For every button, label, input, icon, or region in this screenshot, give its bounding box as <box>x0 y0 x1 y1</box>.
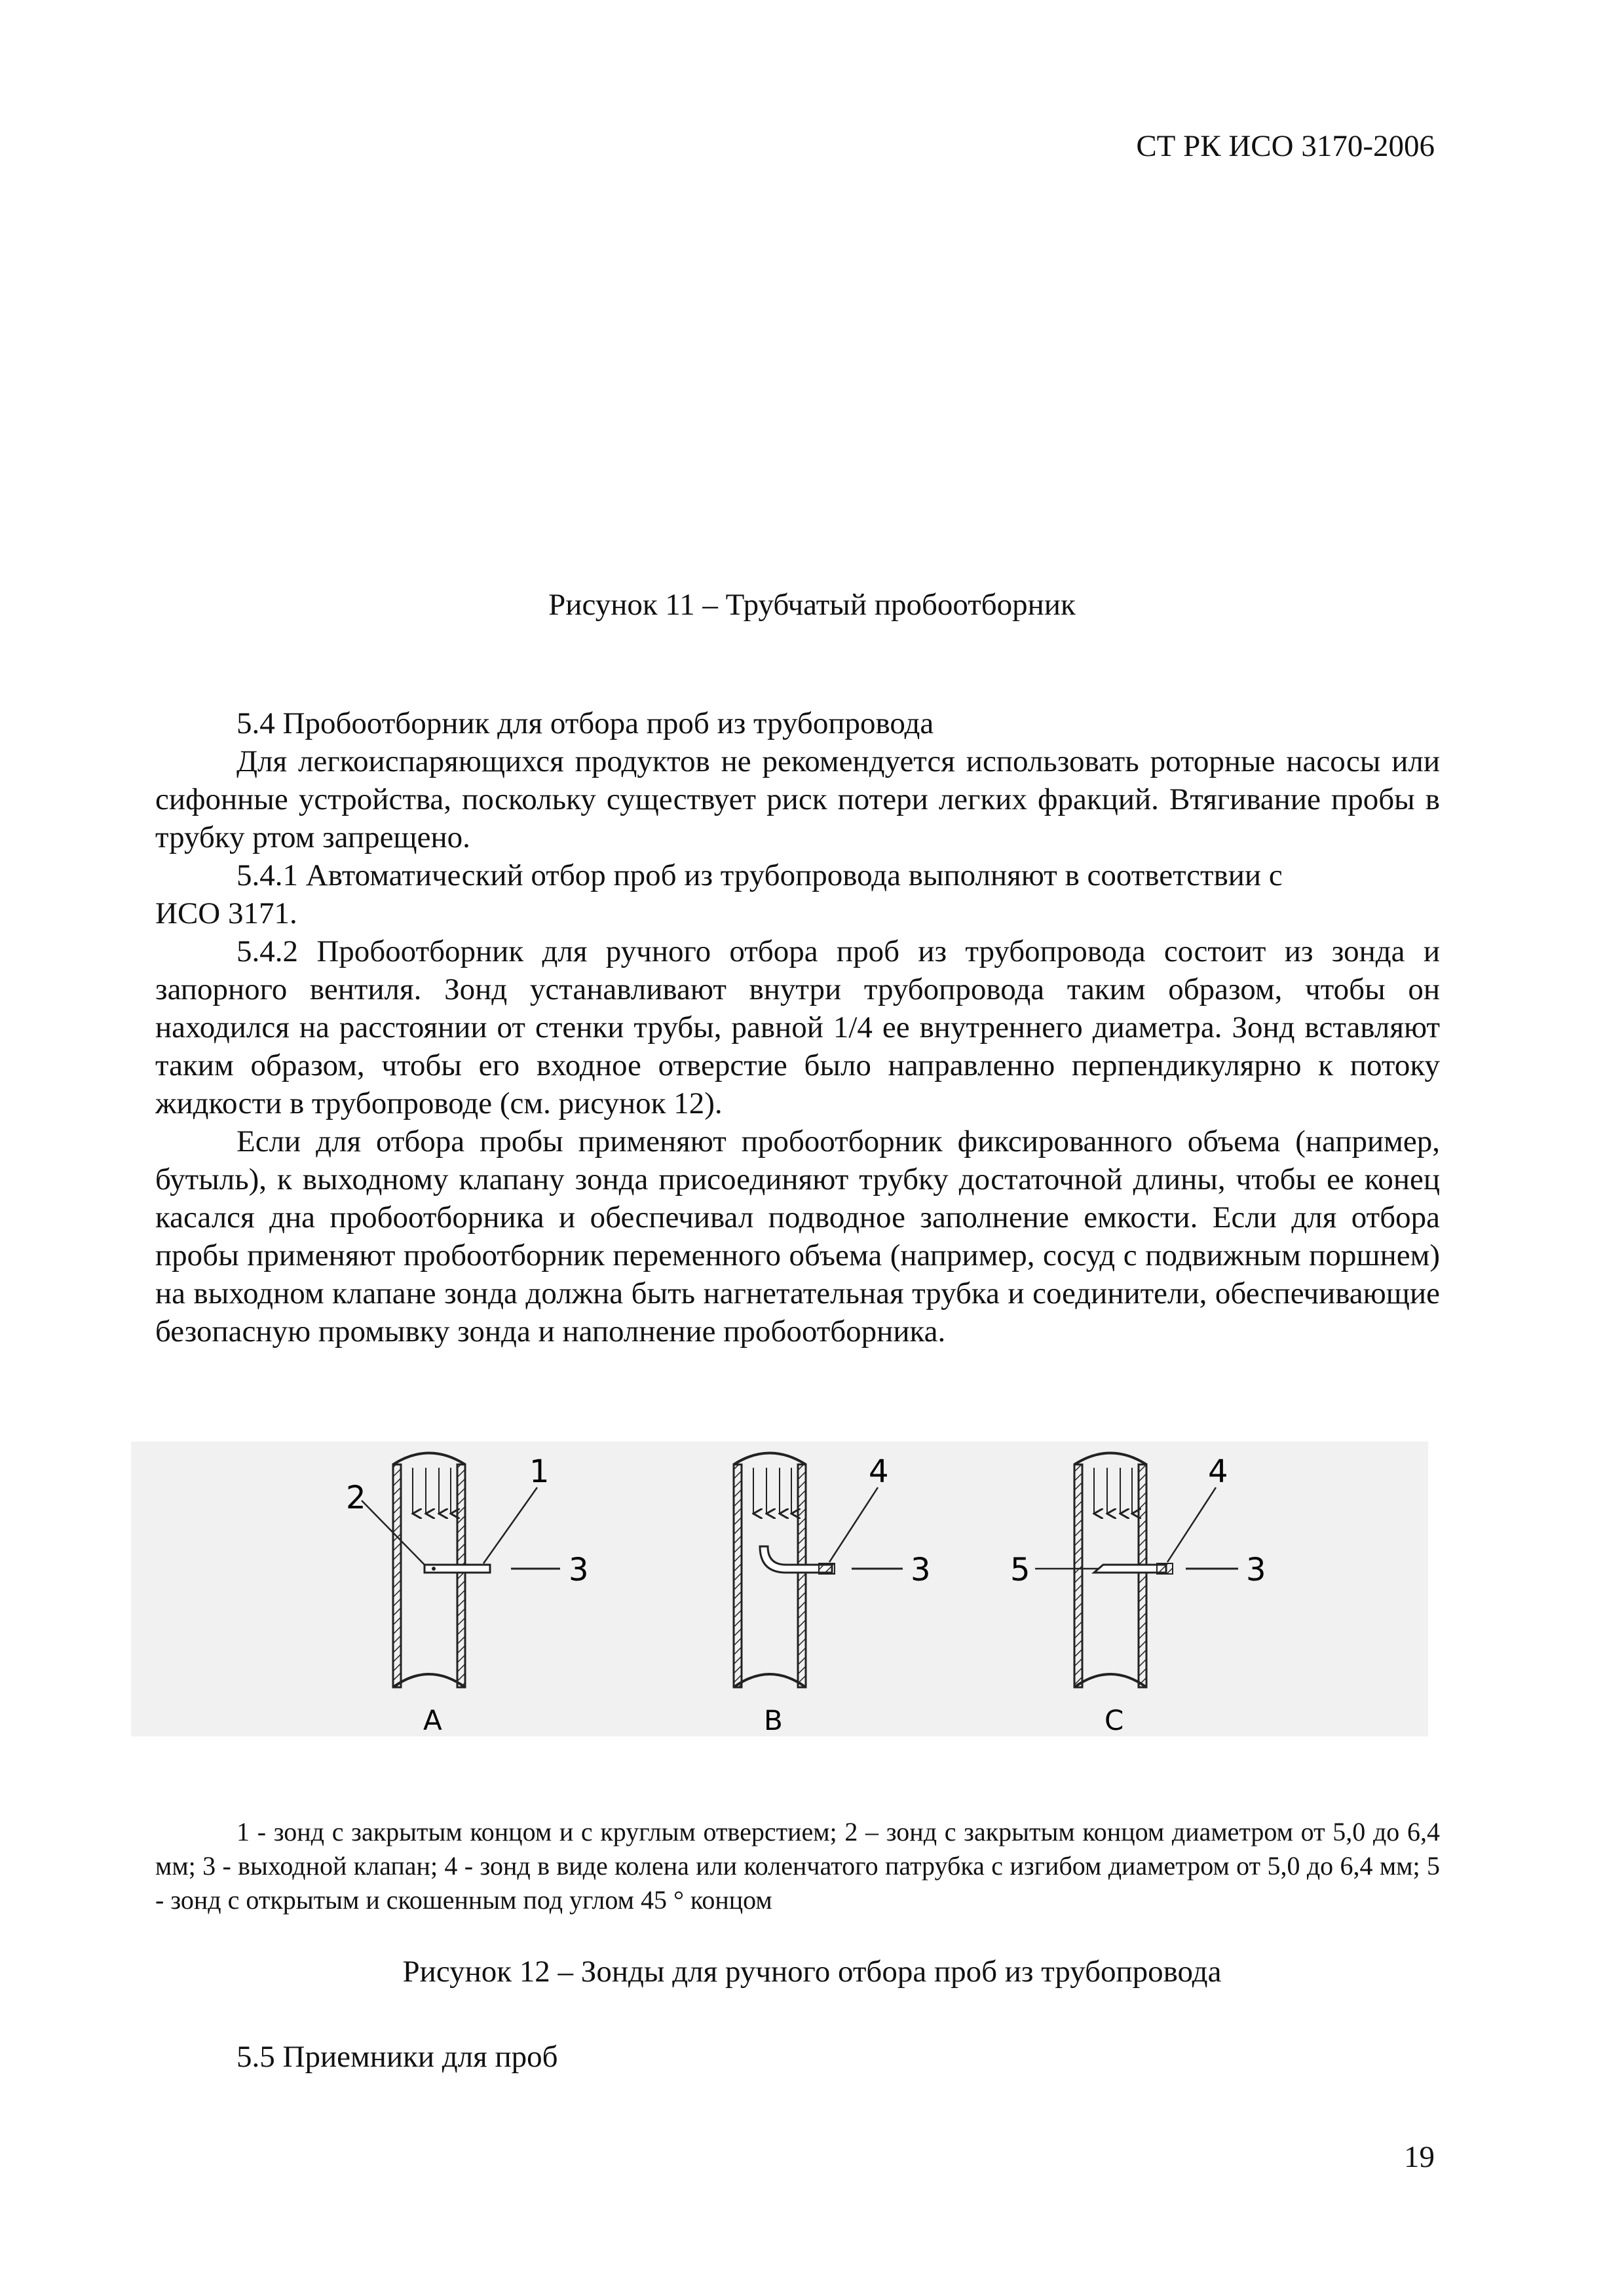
paragraph-sampler-volume: Если для отбора пробы применяют пробоотборник фиксированного объема (например, бутыль), к выходному клапану зонда присоединяют трубку достаточной длины, чтобы ее конец касался дна пробоотборника и обеспечивал подводное заполнение емкости. Если для отбора пробы применяют пробоотборник переменного объема (например, сосуд с подвижным поршнем) на выходном клапане зонда должна быть нагнетательная трубка и соединители, обеспечивающие безопасную промывку зонда и наполнение пробоотборника. <box>155 1124 1440 1349</box>
panel-label-c: С <box>1105 1704 1124 1736</box>
section-5-4-title: 5.4 Пробоотборник для отбора проб из трубопровода <box>236 706 934 740</box>
callout-4-c: 4 <box>1208 1453 1228 1490</box>
probe-panel-a <box>346 1453 589 1737</box>
callout-3-c: 3 <box>1246 1552 1266 1588</box>
section-5-4-body <box>155 704 1440 1350</box>
panel-label-a: А <box>423 1704 442 1736</box>
callout-5-c: 5 <box>1010 1552 1030 1588</box>
figure-12-probe-drawings <box>131 1442 1428 1736</box>
figure-12-caption: Рисунок 12 – Зонды для ручного отбора проб из трубопровода <box>402 1955 1222 1989</box>
probe-panel-c <box>1010 1453 1266 1737</box>
figure-12-legend-text: 1 - зонд с закрытым концом и с круглым отверстием; 2 – зонд с закрытым концом диаметром от 5,0 до 6,4 мм; 3 - выходной клапан; 4 - зонд в виде колена или коленчатого патрубка с изгибом диаметром от 5,0 до 6,4 мм; 5 - зонд с открытым и скошенным под углом 45 ° концом <box>155 1817 1440 1915</box>
figure-11-caption: Рисунок 11 – Трубчатый пробоотборник <box>548 588 1076 622</box>
panel-label-b: В <box>764 1704 783 1736</box>
callout-3-b: 3 <box>911 1552 931 1588</box>
section-5-5-title: 5.5 Приемники для проб <box>236 2040 558 2074</box>
document-code-header: СТ РК ИСО 3170-2006 <box>1136 129 1435 163</box>
paragraph-volatile-products: Для легкоиспаряющихся продуктов не рекомендуется использовать роторные насосы или сифонные устройства, поскольку существует риск потери легких фракций. Втягивание пробы в трубку ртом запрещено. <box>155 744 1440 854</box>
figure-12-svg <box>131 1442 1428 1736</box>
probe-panel-b <box>734 1453 931 1737</box>
figure-12-legend <box>155 1815 1440 1917</box>
paragraph-5-4-2: 5.4.2 Пробоотборник для ручного отбора проб из трубопровода состоит из зонда и запорного вентиля. Зонд устанавливают внутри трубопровода таким образом, чтобы он находился на расстоянии от стенки трубы, равной 1/4 ее внутреннего диаметра. Зонд вставляют таким образом, чтобы его входное отверстие было направленно перпендикулярно к потоку жидкости в трубопроводе (см. рисунок 12). <box>155 934 1440 1120</box>
callout-2: 2 <box>346 1480 366 1516</box>
page-number: 19 <box>1404 2140 1435 2174</box>
paragraph-5-4-1: 5.4.1 Автоматический отбор проб из трубопровода выполняют в соответствии с <box>236 858 1283 892</box>
callout-3-a: 3 <box>569 1552 589 1588</box>
callout-4-b: 4 <box>869 1453 889 1490</box>
callout-1-a: 1 <box>529 1453 550 1490</box>
paragraph-5-4-1-continued: ИСО 3171. <box>155 896 297 930</box>
